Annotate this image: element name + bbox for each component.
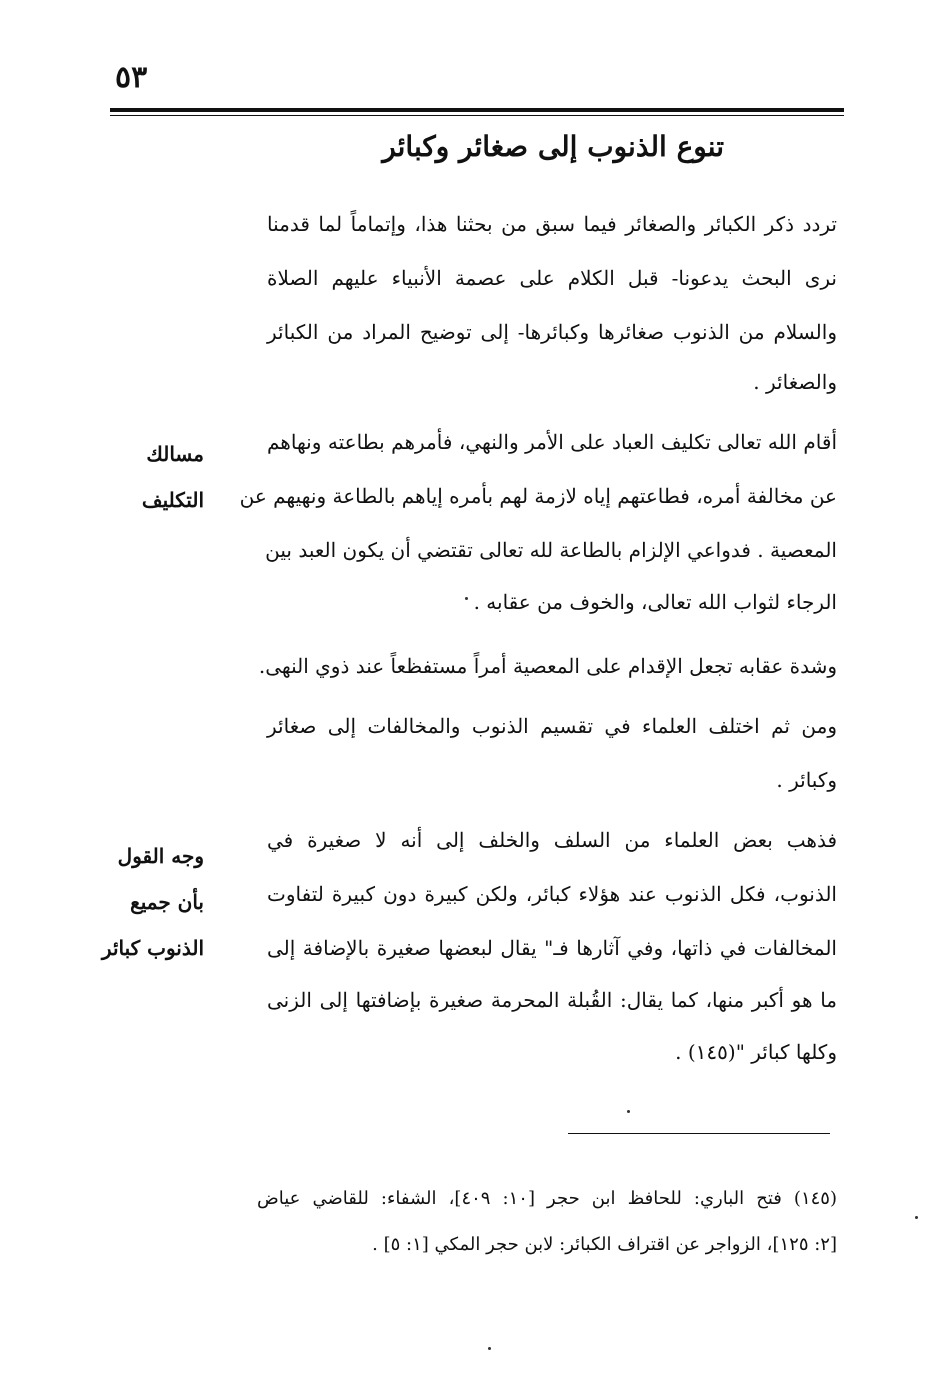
body-line: ما هو أكبر منها، كما يقال: القُبلة المحرمة صغيرة بإضافتها إلى الزنى xyxy=(267,988,837,1012)
body-line: وشدة عقابه تجعل الإقدام على المعصية أمراً مستفظعاً عند ذوي النهى. xyxy=(258,654,837,678)
body-line: الرجاء لثواب الله تعالى، والخوف من عقابه . xyxy=(473,590,837,614)
footnote-line: (١٤٥) فتح الباري: للحافظ ابن حجر [١٠: ٤٠٩]، الشفاء: للقاضي عياض xyxy=(257,1188,837,1209)
body-line: فذهب بعض العلماء من السلف والخلف إلى أنه لا صغيرة في xyxy=(267,828,837,852)
body-line: أقام الله تعالى تكليف العباد على الأمر والنهي، فأمرهم بطاعته ونهاهم xyxy=(267,430,837,454)
body-line: والصغائر . xyxy=(753,370,837,394)
body-line: نرى البحث يدعونا- قبل الكلام على عصمة الأنبياء عليهم الصلاة xyxy=(267,266,837,290)
header-rule-thick xyxy=(110,108,844,112)
footnote-rule xyxy=(568,1133,830,1134)
scan-speck xyxy=(488,1347,491,1350)
body-line: عن مخالفة أمره، فطاعتهم إياه لازمة لهم بأمره إياهم بالطاعة ونهيهم عن xyxy=(239,484,837,508)
body-line: وكبائر . xyxy=(776,768,837,792)
body-line: المعصية . فدواعي الإلزام بالطاعة لله تعالى تقتضي أن يكون العبد بين xyxy=(265,538,837,562)
scan-speck xyxy=(915,1216,918,1219)
body-line: الذنوب، فكل الذنوب عند هؤلاء كبائر، ولكن كبيرة دون كبيرة لتفاوت xyxy=(267,882,837,906)
header-rule-thin xyxy=(110,115,844,116)
side-note-line: الذنوب كبائر xyxy=(101,936,204,960)
page-number: ٥٣ xyxy=(115,60,148,95)
footnote-line: [٢: ١٢٥]، الزواجر عن اقتراف الكبائر: لابن حجر المكي [١: ٥] . xyxy=(372,1234,837,1255)
section-title: تنوع الذنوب إلى صغائر وكبائر xyxy=(382,130,724,163)
body-line: المخالفات في ذاتها، وفي آثارها فـ" يقال لبعضها صغيرة بالإضافة إلى xyxy=(267,936,837,960)
side-note-line: بأن جميع xyxy=(130,890,204,914)
body-line: ومن ثم اختلف العلماء في تقسيم الذنوب والمخالفات إلى صغائر xyxy=(267,714,837,738)
side-note-line: وجه القول xyxy=(117,844,204,868)
side-note-line: مسالك xyxy=(146,442,204,466)
side-note-line: التكليف xyxy=(141,488,204,512)
scan-speck xyxy=(465,597,468,600)
scan-speck xyxy=(627,1110,630,1113)
body-line: وكلها كبائر "(١٤٥) . xyxy=(675,1040,837,1064)
body-line: والسلام من الذنوب صغائرها وكبائرها- إلى توضيح المراد من الكبائر xyxy=(267,320,837,344)
body-line: تردد ذكر الكبائر والصغائر فيما سبق من بحثنا هذا، وإتماماً لما قدمنا xyxy=(267,212,837,236)
